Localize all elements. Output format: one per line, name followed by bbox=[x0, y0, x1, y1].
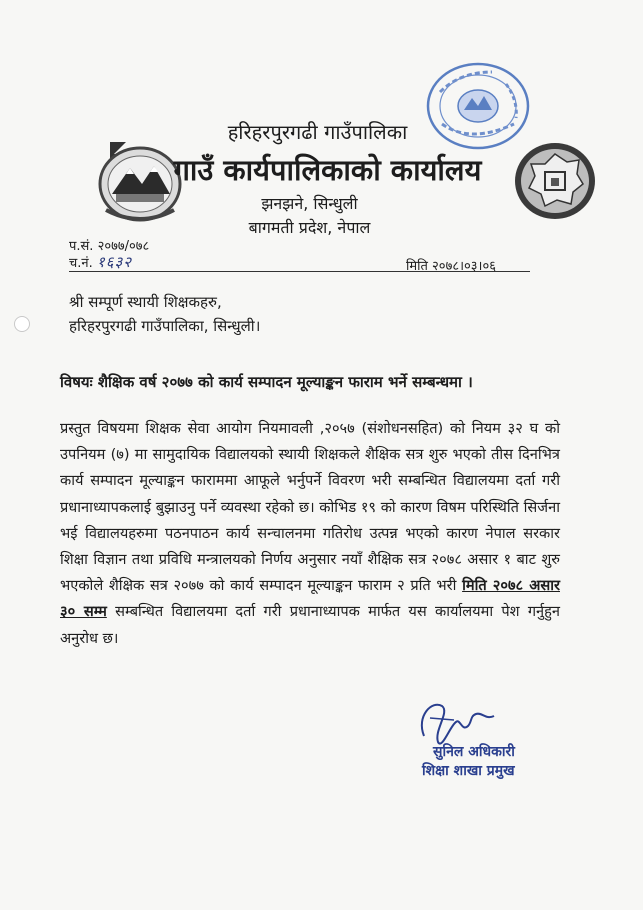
body-text-2: सम्बन्धित विद्यालयमा दर्ता गरी प्रधानाध्यापक मार्फत यस कार्यालयमा पेश गर्नुहुन अनुरोध छ। bbox=[60, 603, 560, 647]
ps-value: २०७७/०७८ bbox=[97, 239, 150, 254]
signatory-title: शिक्षा शाखा प्रमुख bbox=[422, 763, 515, 779]
office-place: झनझने, सिन्धुली bbox=[261, 194, 358, 213]
letter-body bbox=[60, 416, 560, 652]
header-divider bbox=[69, 271, 530, 272]
ps-label: प.सं. bbox=[69, 239, 94, 254]
chn-label: च.नं. bbox=[69, 256, 93, 271]
letter-date: मिति २०७८।०३।०६ bbox=[406, 259, 496, 274]
office-title: गाउँ कार्यपालिकाको कार्यालय bbox=[173, 153, 482, 187]
chn-value: १६३२ bbox=[96, 253, 133, 271]
signatory-name: सुनिल अधिकारी bbox=[433, 744, 515, 760]
office-province: बागमती प्रदेश, नेपाल bbox=[248, 218, 371, 237]
subject-line: विषयः शैक्षिक वर्ष २०७७ को कार्य सम्पादन मूल्याङ्कन फाराम भर्ने सम्बन्धमा । bbox=[60, 373, 473, 391]
body-text-1: प्रस्तुत विषयमा शिक्षक सेवा आयोग नियमावली ,२०५७ (संशोधनसहित) को नियम ३२ घ को उपनियम (७) मा सामुदायिक विद्यालयको स्थायी शिक्षकले शैक्षिक सत्र शुरु भएको तीस दिनभित्र कार्य सम्पादन मूल्याङ्कन फाराममा आफूले भर्नुपर्ने विवरण भरी सम्बन्धित विद्यालयमा दर्ता गरी प्रधानाध्यापकलाई बुझाउनु पर्ने व्यवस्था रहेको छ। कोभिड १९ को कारण विषम परिस्थिति सिर्जना भई विद्यालयहरुमा पठनपाठन कार्य सन्चालनमा गतिरोध उत्पन्न भएको कारण नेपाल सरकार शिक्षा विज्ञान तथा प्रविधि मन्त्रालयको निर्णय अनुसार नयाँ शैक्षिक सत्र २०७८ असार १ बाट शुरु भएकोले शैक्षिक सत्र २०७७ को कार्य सम्पादन मूल्याङ्कन फाराम २ प्रति भरी bbox=[60, 420, 560, 595]
punch-hole bbox=[14, 316, 30, 332]
addressee-line-2: हरिहरपुरगढी गाउँपालिका, सिन्धुली। bbox=[69, 317, 261, 335]
chalani-number bbox=[69, 252, 132, 272]
deadline-text: मिति २०७८ असार ३० सम्म bbox=[60, 577, 560, 621]
addressee-line-1: श्री सम्पूर्ण स्थायी शिक्षकहरु, bbox=[69, 293, 222, 311]
municipality-name: हरिहरपुरगढी गाउँपालिका bbox=[227, 120, 408, 144]
